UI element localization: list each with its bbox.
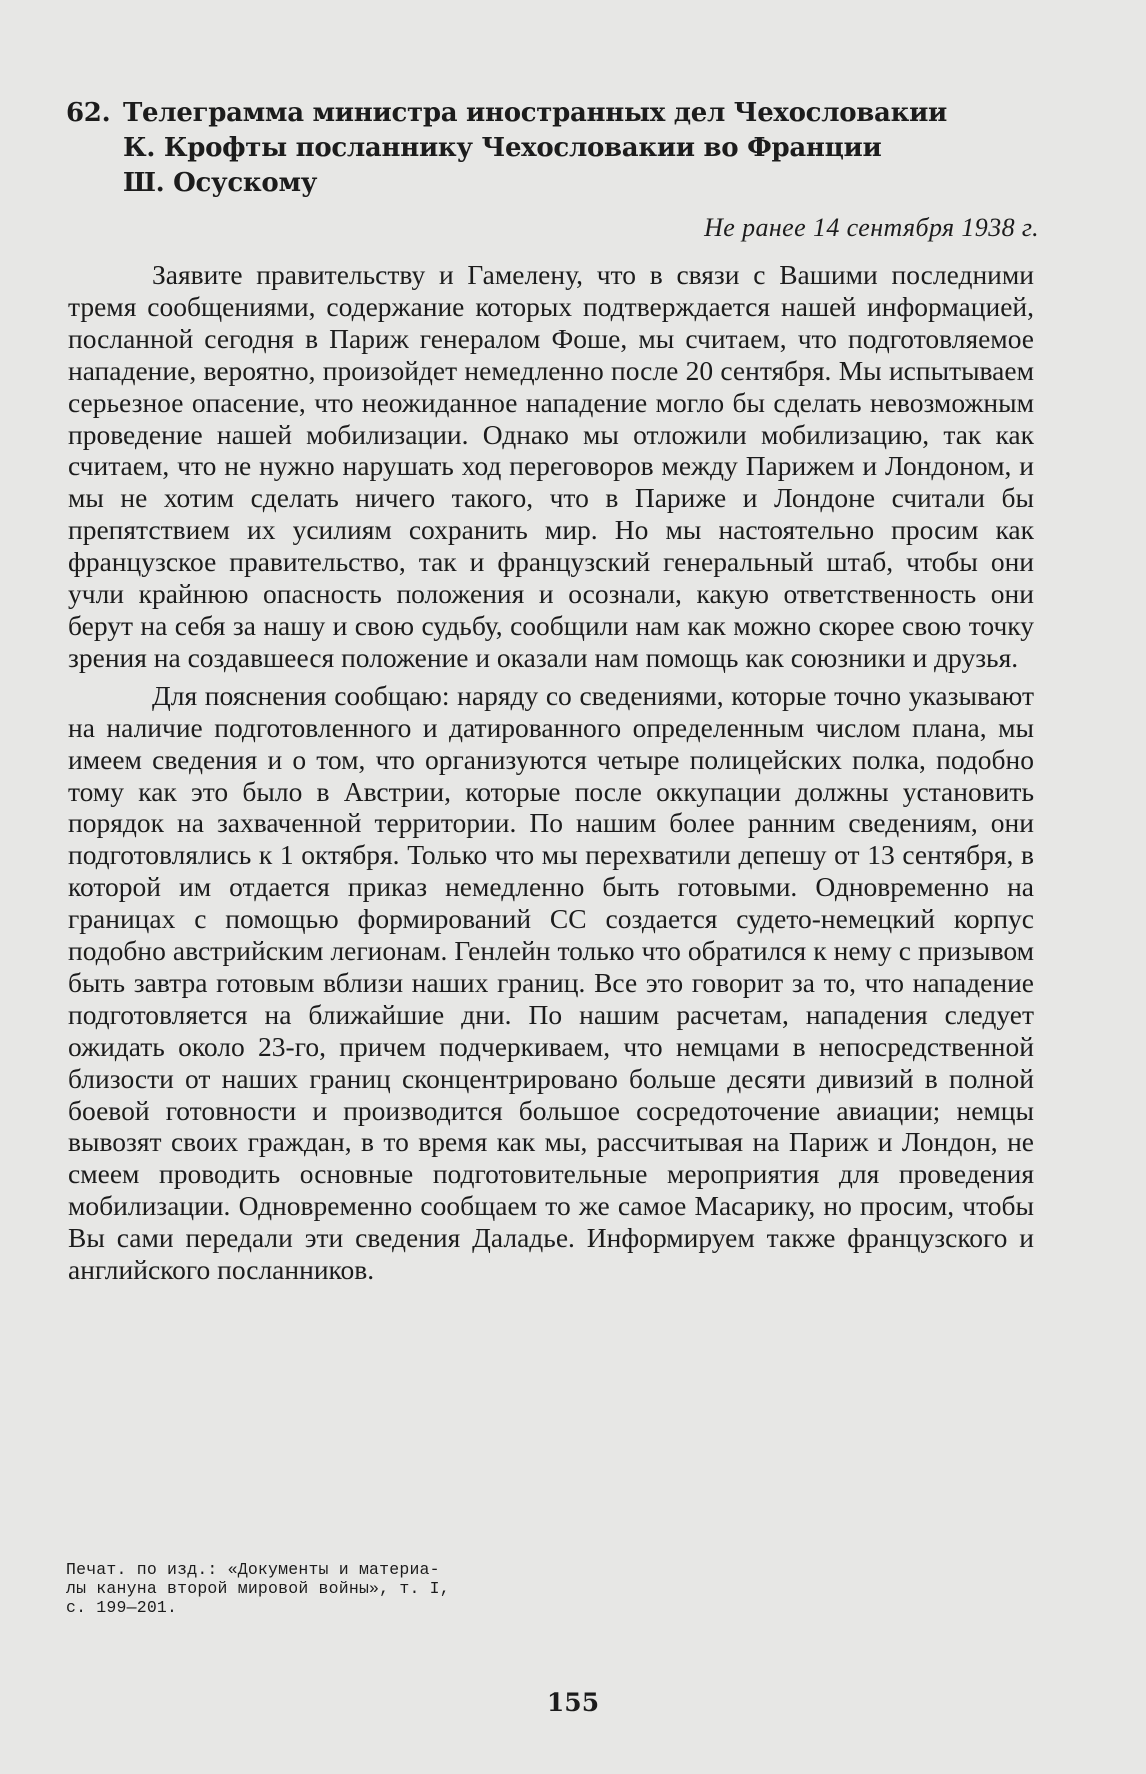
- source-note: [66, 1560, 536, 1617]
- document-date: Не ранее 14 сентября 1938 г.: [704, 213, 1039, 242]
- source-note-line-3: с. 199—201.: [66, 1598, 178, 1617]
- heading-text-1: Телеграмма министра иностранных дел Чехословакии: [123, 98, 948, 128]
- heading-line-1: [66, 96, 1076, 131]
- body-paragraph-2: Для пояснения сообщаю: наряду со сведениями, которые точно указывают на наличие подготовленного и датированного определенным числом плана, мы имеем сведения и о том, что организуются четыре полицейских полка, подобно тому как это было в Австрии, которые после оккупации должны установить порядок на захваченной территории. По нашим более ранним сведениям, они подготовлялись к 1 октября. Только что мы перехватили депешу от 13 сентября, в которой им отдается приказ немедленно быть готовыми. Одновременно на границах с помощью формирований СС создается судето-немецкий корпус подобно австрийским легионам. Генлейн только что обратился к нему с призывом быть завтра готовым вблизи наших границ. Все это говорит за то, что нападение подготовляется на ближайшие дни. По нашим расчетам, нападения следует ожидать около 23-го, причем подчеркиваем, что немцами в непосредственной близости от наших границ сконцентрировано больше десяти дивизий в полной боевой готовности и производится большое сосредоточение авиации; немцы вывозят своих граждан, в то время как мы, рассчитывая на Париж и Лондон, не смеем проводить основные подготовительные мероприятия для проведения мобилизации. Одновременно сообщаем то же самое Масарику, но просим, чтобы Вы сами передали эти сведения Даладье. Информируем также французского и английского посланников.: [68, 679, 1034, 1286]
- body-paragraph-1: Заявите правительству и Гамелену, что в связи с Вашими последними тремя сообщениями, содержание которых подтверждается нашей информацией, посланной сегодня в Париж генералом Фоше, мы считаем, что подготовляемое нападение, вероятно, произойдет немедленно после 20 сентября. Мы испытываем серьезное опасение, что неожиданное нападение могло бы сделать невозможным проведение нашей мобилизации. Однако мы отложили мобилизацию, так как считаем, что не нужно нарушать ход переговоров между Парижем и Лондоном, и мы не хотим сделать ничего такого, что в Париже и Лондоне считали бы препятствием их усилиям сохранить мир. Но мы настоятельно просим как французское правительство, так и французский генеральный штаб, чтобы они учли крайнюю опасность положения и осознали, какую ответственность они берут на себя за нашу и свою судьбу, сообщили нам как можно скорее свою точку зрения на создавшееся положение и оказали нам помощь как союзники и друзья.: [68, 259, 1034, 673]
- source-note-line-1: Печат. по изд.: «Документы и материа-: [66, 1560, 440, 1579]
- document-heading: [66, 96, 1076, 201]
- source-note-line-2: лы кануна второй мировой войны», т. I,: [66, 1579, 450, 1598]
- page-number: 155: [546, 1688, 600, 1717]
- document-number: 62.: [66, 98, 111, 128]
- heading-line-3: Ш. Осускому: [123, 168, 318, 198]
- heading-line-2: К. Крофты посланнику Чехословакии во Франции: [123, 133, 882, 163]
- document-body: [68, 259, 1034, 1292]
